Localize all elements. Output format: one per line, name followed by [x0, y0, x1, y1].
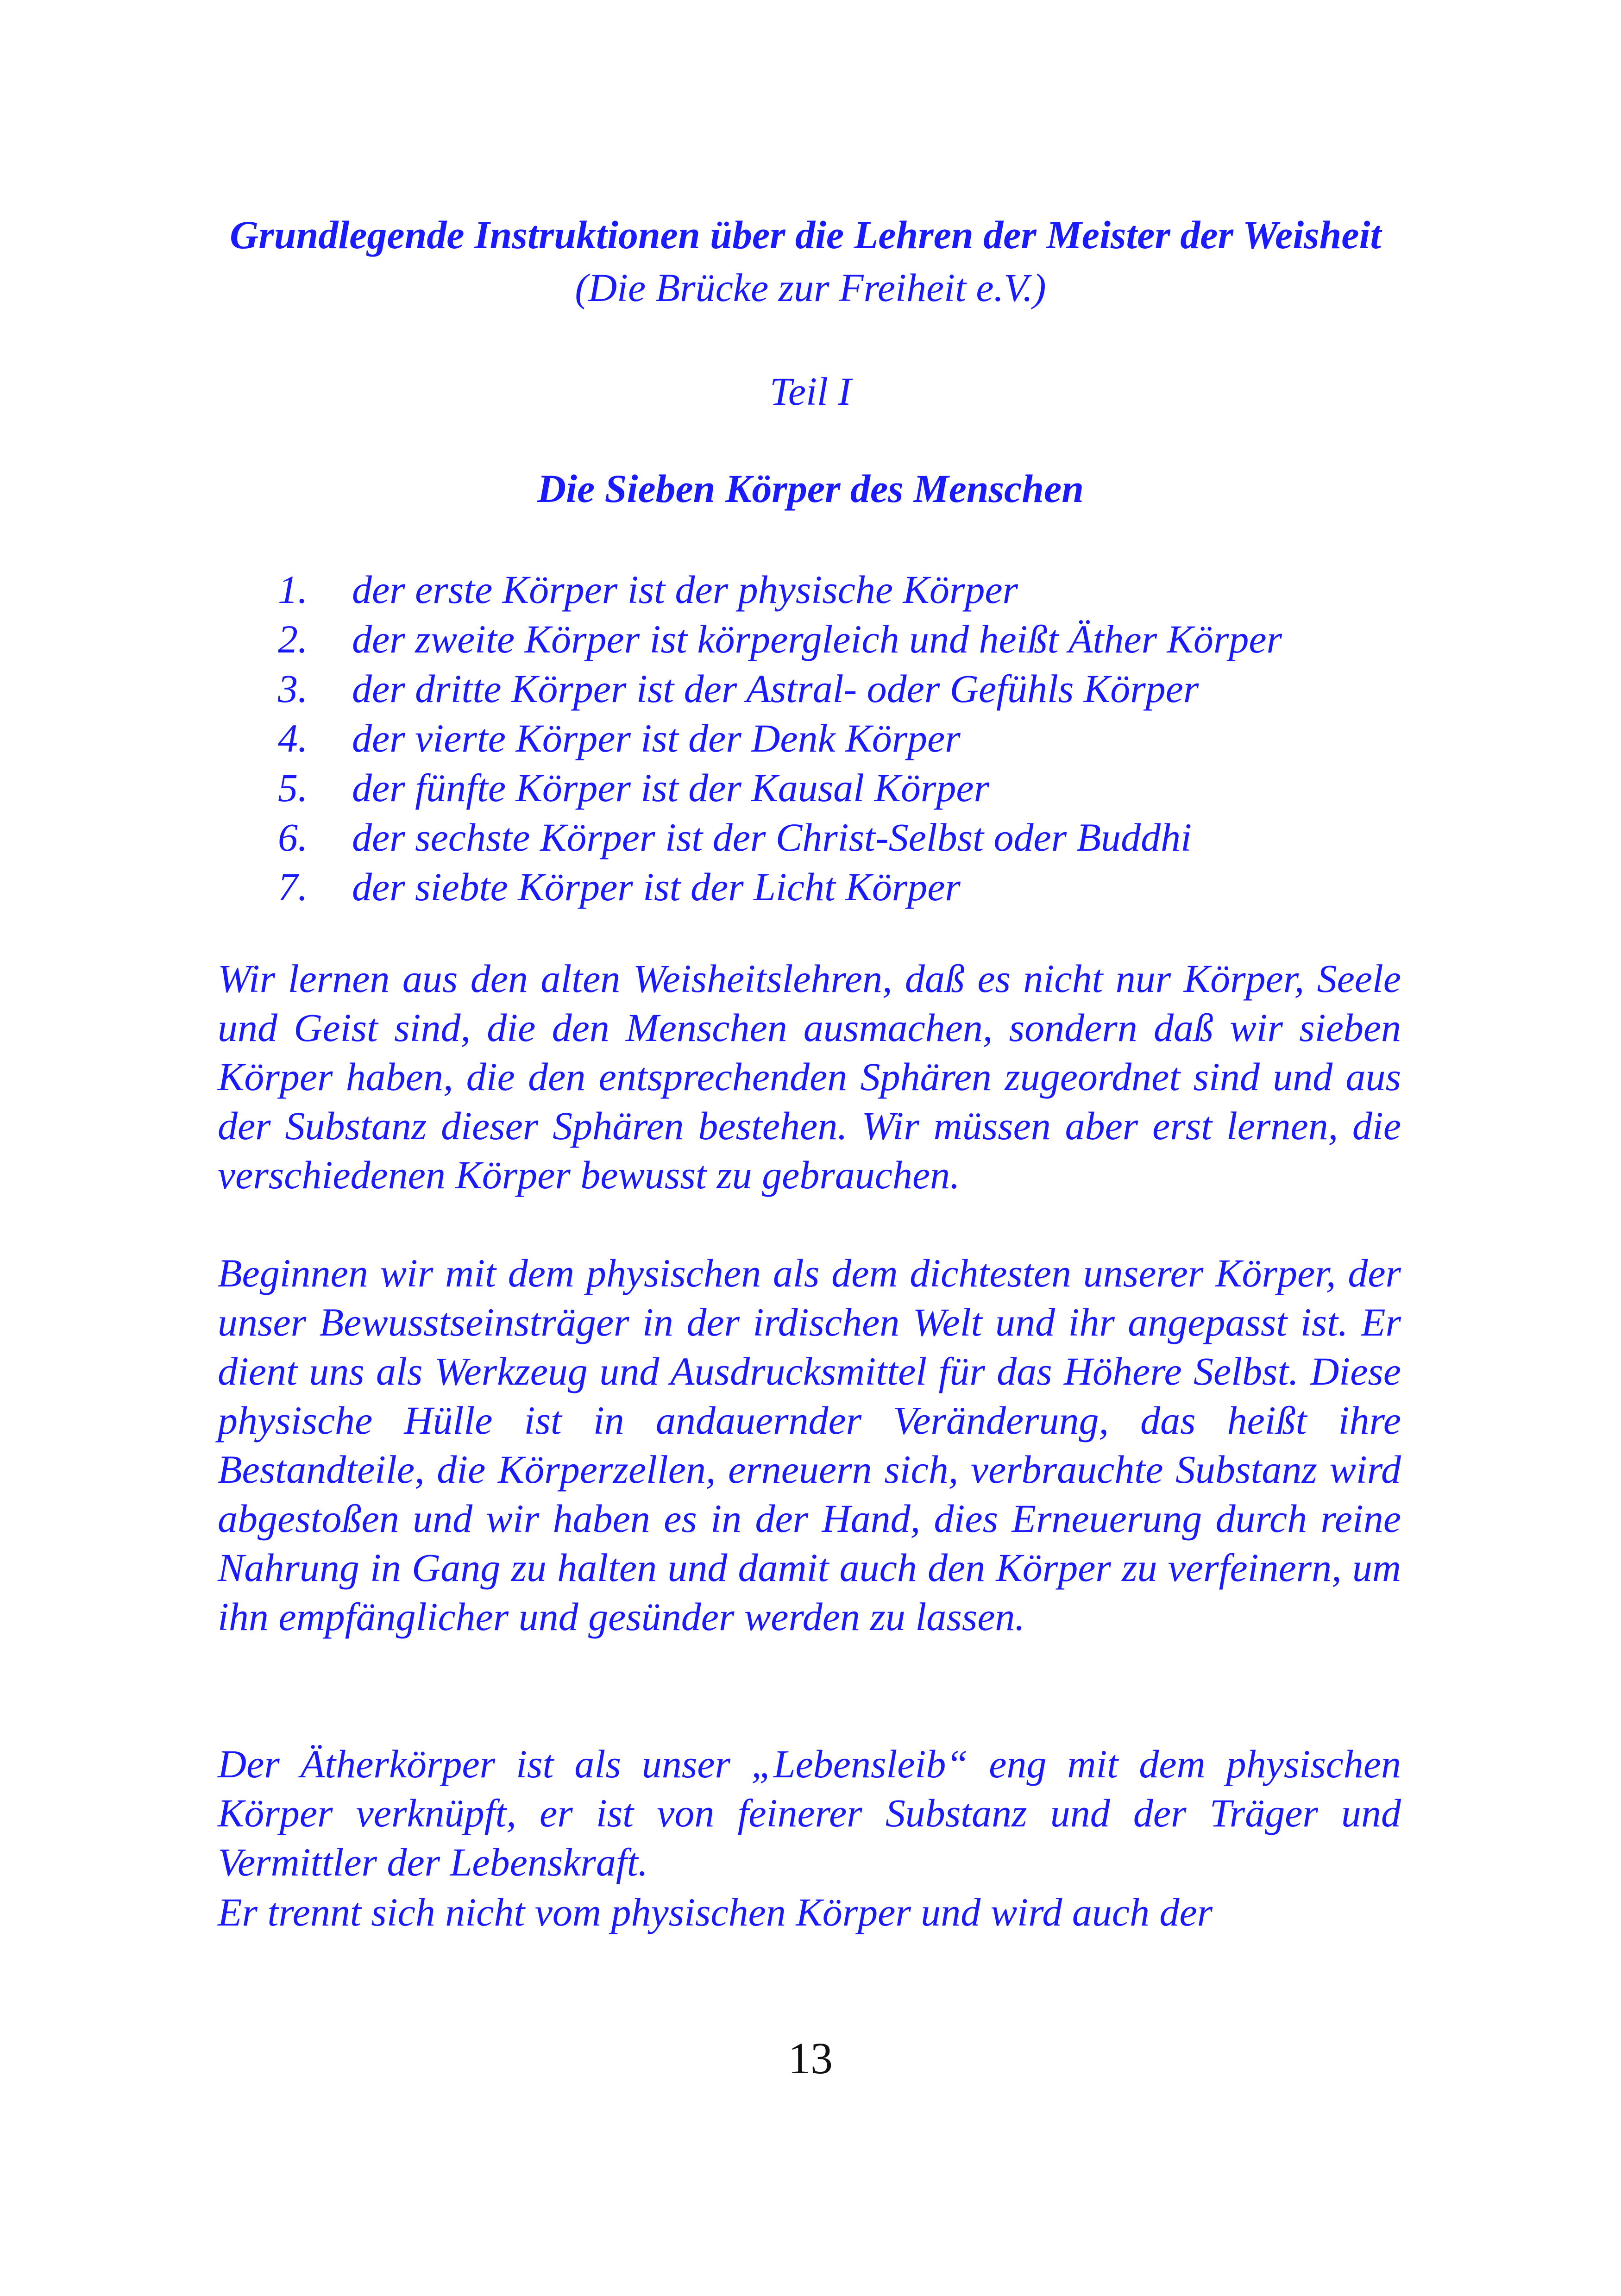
list-text: der siebte Körper ist der Licht Körper [352, 865, 961, 909]
list-item [278, 615, 1436, 664]
list-number: 7. [278, 865, 308, 909]
list-text: der zweite Körper ist körpergleich und heißt Äther Körper [352, 617, 1282, 661]
list-item [278, 862, 1436, 912]
list-item [278, 813, 1436, 862]
list-number: 5. [278, 765, 308, 810]
title-publisher: (Die Brücke zur Freiheit e.V.) [575, 265, 1046, 310]
list-number: 4. [278, 716, 308, 760]
list-number: 1. [278, 567, 308, 612]
list-number: 6. [278, 815, 308, 859]
page-number: 13 [788, 2033, 833, 2083]
body-paragraph: Beginnen wir mit dem physischen als dem dichtesten unserer Körper, der unser Bewusstseinsträger in der irdischen Welt und ihr angepasst ist. Er dient uns als Werkzeug und Ausdrucksmittel für das Höhere Selbst. Diese physische Hülle ist in andauernder Veränderung, das heißt ihre Bestandteile, die Körperzellen, erneuern sich, verbrauchte Substanz wird abgestoßen und wir haben es in der Hand, dies Erneuerung durch reine Nahrung in Gang zu halten und damit auch den Körper zu verfeinern, um ihn empfänglicher und gesünder werden zu lassen. [218, 1251, 1401, 1639]
list-item [278, 664, 1436, 714]
list-text: der vierte Körper ist der Denk Körper [352, 716, 961, 760]
body-paragraph: Er trennt sich nicht vom physischen Körper und wird auch der [218, 1890, 1213, 1934]
list-item [278, 565, 1436, 615]
list-number: 3. [278, 666, 308, 711]
title-main: Grundlegende Instruktionen über die Lehren der Meister der Weisheit [230, 213, 1382, 257]
list-text: der fünfte Körper ist der Kausal Körper [352, 765, 990, 810]
body-paragraph: Der Ätherkörper ist als unser „Lebensleib“ eng mit dem physischen Körper verknüpft, er ist von feinerer Substanz und der Träger und Vermittler der Lebenskraft. [218, 1742, 1401, 1884]
list-item [278, 714, 1436, 763]
list-number: 2. [278, 617, 308, 661]
part-label: Teil I [769, 369, 852, 414]
body-list [278, 565, 1436, 912]
list-text: der sechste Körper ist der Christ-Selbst oder Buddhi [352, 815, 1192, 859]
document-title [218, 208, 1403, 314]
list-text: der erste Körper ist der physische Körper [352, 567, 1018, 612]
list-item [278, 763, 1436, 813]
section-heading: Die Sieben Körper des Menschen [537, 466, 1084, 511]
body-paragraph: Wir lernen aus den alten Weisheitslehren, daß es nicht nur Körper, Seele und Geist sind, die den Menschen ausmachen, sondern daß wir sieben Körper haben, die den entsprechenden Sphären zugeordnet sind und aus der Substanz dieser Sphären bestehen. Wir müssen aber erst lernen, die verschiedenen Körper bewusst zu gebrauchen. [218, 956, 1401, 1197]
list-text: der dritte Körper ist der Astral- oder Gefühls Körper [352, 666, 1199, 711]
